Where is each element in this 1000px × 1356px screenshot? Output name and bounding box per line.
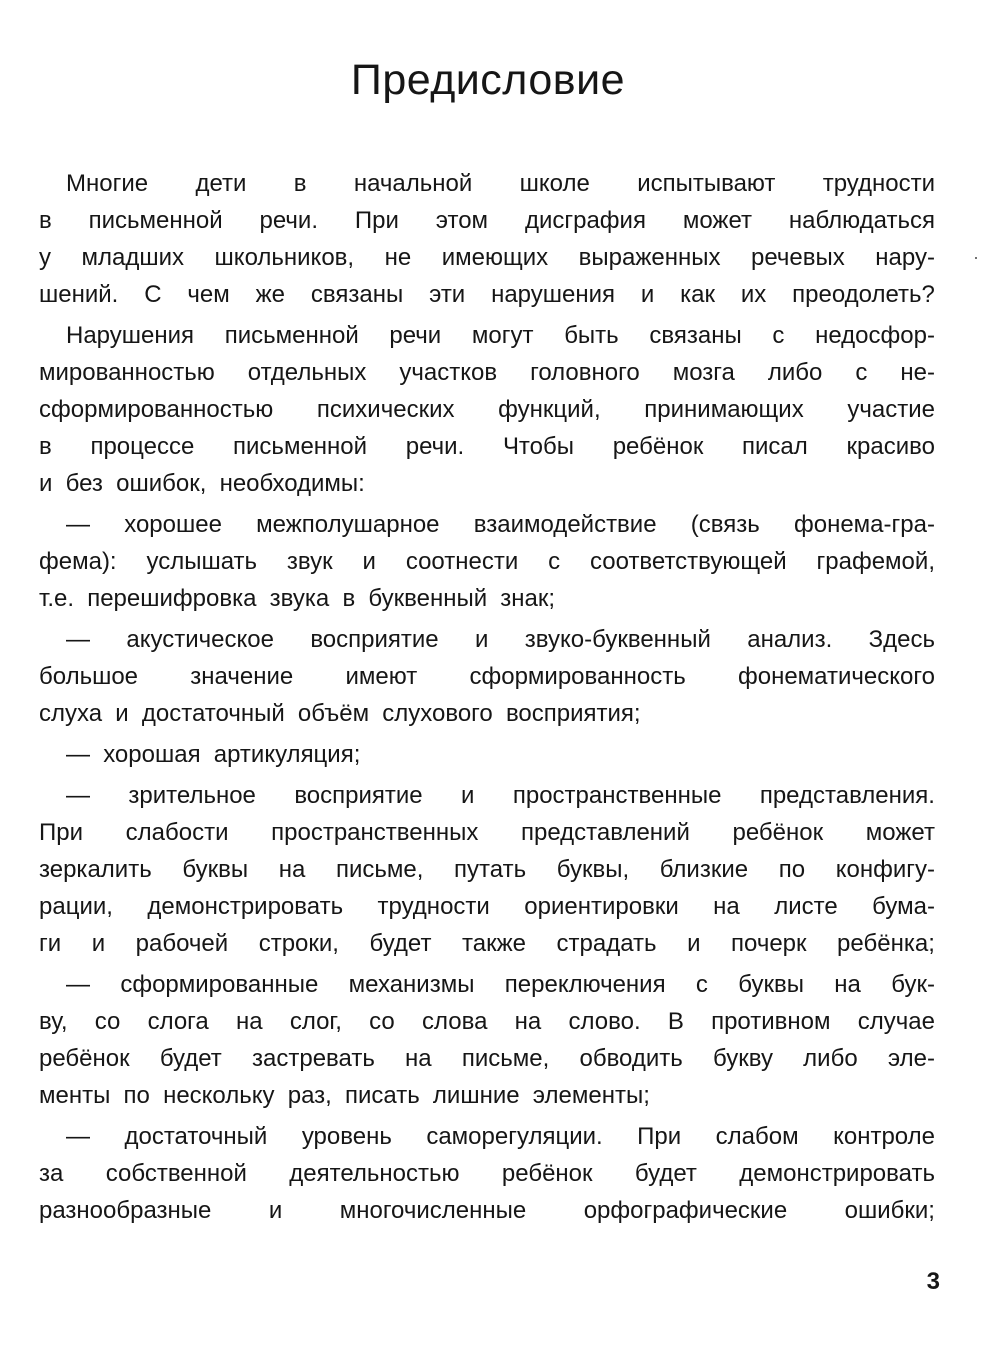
- word: буквы: [182, 856, 249, 883]
- word: слово.: [568, 1008, 641, 1035]
- word: раз,: [287, 1082, 332, 1109]
- word: и: [91, 930, 106, 957]
- word: слухового: [382, 700, 493, 727]
- word: строки,: [258, 930, 339, 957]
- word: с: [548, 548, 561, 575]
- word: слова: [422, 1008, 488, 1035]
- word: —: [66, 971, 90, 998]
- page-title: Предисловие: [350, 56, 626, 104]
- paragraph: [39, 777, 935, 962]
- word: При: [637, 1123, 682, 1150]
- word: ориентировки: [524, 893, 679, 920]
- word: по: [123, 1082, 150, 1109]
- word: звуко-буквенный: [524, 626, 711, 653]
- word: лишние: [432, 1082, 520, 1109]
- text-line: [39, 354, 935, 391]
- word: нескольку: [163, 1082, 275, 1109]
- word: участков: [399, 359, 498, 386]
- paragraph: [39, 1118, 935, 1229]
- word: В: [667, 1008, 684, 1035]
- word: необходимы:: [219, 470, 365, 497]
- word: Чтобы: [502, 433, 574, 460]
- word: зрительное: [128, 782, 256, 809]
- word: письменной: [233, 433, 368, 460]
- word: артикуляция;: [213, 741, 361, 768]
- word: взаимодействие: [473, 511, 657, 538]
- text-line: [39, 391, 935, 428]
- word: и: [461, 782, 475, 809]
- text-line: [39, 621, 935, 658]
- word: ребёнок: [501, 1160, 593, 1187]
- word: ошибок,: [116, 470, 207, 497]
- word: —: [66, 741, 90, 768]
- word: в: [293, 170, 307, 197]
- word: случае: [857, 1008, 935, 1035]
- word: рабочей: [135, 930, 229, 957]
- word: слабости: [125, 819, 229, 846]
- text-line: [39, 317, 935, 354]
- word: При: [354, 207, 399, 234]
- word: орфографические: [583, 1197, 788, 1224]
- word: могут: [471, 322, 534, 349]
- word: Здесь: [868, 626, 935, 653]
- word: При: [39, 819, 84, 846]
- word: конфигу-: [835, 856, 935, 883]
- word: бума-: [872, 893, 935, 920]
- word: дети: [195, 170, 247, 197]
- paragraph: [39, 736, 935, 773]
- word: же: [255, 281, 286, 308]
- word: страдать: [556, 930, 657, 957]
- word: чем: [187, 281, 230, 308]
- word: речи: [389, 322, 442, 349]
- word: —: [66, 782, 90, 809]
- word: на: [514, 1008, 542, 1035]
- word: (связь: [690, 511, 760, 538]
- page-number: 3: [926, 1268, 940, 1295]
- text-line: [39, 1003, 935, 1040]
- word: графемой,: [816, 548, 935, 575]
- word: речевых: [751, 244, 845, 271]
- word: Нарушения: [66, 322, 195, 349]
- word: ошибки;: [844, 1197, 935, 1224]
- word: С: [144, 281, 162, 308]
- word: сформированность: [469, 663, 686, 690]
- word: зеркалить: [39, 856, 152, 883]
- word: демонстрировать: [147, 893, 344, 920]
- word: школе: [519, 170, 590, 197]
- word: писал: [742, 433, 808, 460]
- word: букву: [713, 1045, 773, 1072]
- word: процессе: [90, 433, 195, 460]
- word: и: [362, 548, 376, 575]
- text-line: [39, 888, 935, 925]
- word: по: [778, 856, 806, 883]
- word: восприятие: [310, 626, 439, 653]
- word: демонстрировать: [739, 1160, 935, 1187]
- word: как: [680, 281, 716, 308]
- word: знак;: [500, 585, 556, 612]
- word: либо: [767, 359, 823, 386]
- word: значение: [190, 663, 294, 690]
- word: быть: [564, 322, 619, 349]
- word: многочисленные: [339, 1197, 527, 1224]
- word: выраженных: [578, 244, 721, 271]
- word: красиво: [846, 433, 935, 460]
- word: фема):: [39, 548, 117, 575]
- text-line: [39, 736, 935, 773]
- word: со: [369, 1008, 395, 1035]
- word: саморегуляции.: [426, 1123, 603, 1150]
- word: речи.: [405, 433, 465, 460]
- word: представлений: [521, 819, 690, 846]
- text-line: [39, 658, 935, 695]
- text-line: [39, 202, 935, 239]
- word: у: [39, 244, 51, 271]
- text-line: [39, 580, 935, 617]
- word: в: [39, 433, 52, 460]
- word: участие: [847, 396, 935, 423]
- word: ги: [39, 930, 62, 957]
- word: их: [740, 281, 767, 308]
- text-line: [39, 1040, 935, 1077]
- word: на: [834, 971, 861, 998]
- word: —: [66, 626, 90, 653]
- word: представления.: [759, 782, 935, 809]
- word: застревать: [252, 1045, 375, 1072]
- paragraph: [39, 317, 935, 502]
- word: собственной: [105, 1160, 247, 1187]
- word: путать: [454, 856, 527, 883]
- word: головного: [530, 359, 640, 386]
- word: ребёнок: [612, 433, 704, 460]
- word: со: [94, 1008, 121, 1035]
- word: и: [640, 281, 655, 308]
- word: психических: [316, 396, 455, 423]
- text-line: [39, 506, 935, 543]
- word: и: [115, 700, 129, 727]
- word: имеющих: [441, 244, 549, 271]
- word: преодолеть?: [792, 281, 935, 308]
- text-line: [39, 777, 935, 814]
- text-line: [39, 1118, 935, 1155]
- word: начальной: [353, 170, 473, 197]
- word: школьников,: [214, 244, 355, 271]
- word: письме,: [335, 856, 424, 883]
- word: в: [39, 207, 52, 234]
- text-line: [39, 814, 935, 851]
- text-line: [39, 428, 935, 465]
- word: может: [682, 207, 753, 234]
- word: хорошая: [103, 741, 201, 768]
- text-line: [39, 1077, 935, 1114]
- word: трудности: [822, 170, 935, 197]
- word: бук-: [891, 971, 935, 998]
- word: рации,: [39, 893, 113, 920]
- word: эле-: [887, 1045, 935, 1072]
- word: и: [475, 626, 489, 653]
- word: и: [268, 1197, 283, 1224]
- paragraph: [39, 506, 935, 617]
- word: не: [384, 244, 412, 271]
- text-line: [39, 165, 935, 202]
- word: пространственных: [271, 819, 479, 846]
- word: достаточный: [124, 1123, 268, 1150]
- paragraph: [39, 621, 935, 732]
- word: пространственные: [512, 782, 722, 809]
- word: сформированные: [120, 971, 319, 998]
- word: соответствующей: [590, 548, 787, 575]
- word: ребёнок: [732, 819, 824, 846]
- word: переключения: [504, 971, 666, 998]
- word: контроле: [833, 1123, 935, 1150]
- word: мозга: [672, 359, 735, 386]
- word: обводить: [579, 1045, 683, 1072]
- word: уровень: [301, 1123, 392, 1150]
- word: достаточный: [141, 700, 285, 727]
- word: испытывают: [637, 170, 776, 197]
- word: восприятие: [294, 782, 423, 809]
- word: звука: [269, 585, 330, 612]
- word: без: [65, 470, 103, 497]
- word: —: [66, 1123, 90, 1150]
- word: либо: [803, 1045, 858, 1072]
- body-text: [39, 165, 935, 1233]
- text-line: [39, 695, 935, 732]
- word: письменной: [224, 322, 359, 349]
- word: т.е.: [39, 585, 75, 612]
- word: будет: [159, 1045, 222, 1072]
- text-line: [39, 1155, 935, 1192]
- word: Многие: [66, 170, 149, 197]
- word: ву,: [39, 1008, 68, 1035]
- word: шений.: [39, 281, 119, 308]
- word: большое: [39, 663, 139, 690]
- word: может: [865, 819, 935, 846]
- word: письме,: [461, 1045, 550, 1072]
- word: ребёнок: [39, 1045, 130, 1072]
- word: этом: [435, 207, 489, 234]
- word: фонематического: [737, 663, 935, 690]
- text-line: [39, 543, 935, 580]
- word: будет: [634, 1160, 697, 1187]
- word: слог,: [289, 1008, 342, 1035]
- word: буквенный: [368, 585, 488, 612]
- word: на: [713, 893, 740, 920]
- word: мированностью: [39, 359, 215, 386]
- word: функций,: [498, 396, 601, 423]
- word: слуха: [39, 700, 103, 727]
- word: анализ.: [747, 626, 833, 653]
- word: хорошее: [124, 511, 222, 538]
- word: и: [39, 470, 53, 497]
- text-line: [39, 966, 935, 1003]
- word: также: [462, 930, 526, 957]
- word: —: [66, 511, 90, 538]
- word: листе: [774, 893, 838, 920]
- word: в: [342, 585, 356, 612]
- word: связаны: [649, 322, 742, 349]
- word: связаны: [310, 281, 404, 308]
- word: восприятия;: [505, 700, 641, 727]
- word: с: [772, 322, 785, 349]
- word: услышать: [146, 548, 258, 575]
- word: сформированностью: [39, 396, 274, 423]
- word: письменной: [88, 207, 223, 234]
- word: на: [278, 856, 306, 883]
- word: деятельностью: [289, 1160, 460, 1187]
- paragraph: [39, 165, 935, 313]
- word: наблюдаться: [788, 207, 935, 234]
- word: отдельных: [247, 359, 367, 386]
- word: младших: [81, 244, 185, 271]
- word: и: [687, 930, 701, 957]
- word: недосфор-: [815, 322, 935, 349]
- word: имеют: [345, 663, 418, 690]
- word: писать: [345, 1082, 420, 1109]
- word: буквы,: [556, 856, 630, 883]
- print-speck: [975, 257, 977, 259]
- word: речи.: [259, 207, 318, 234]
- word: акустическое: [126, 626, 274, 653]
- text-line: [39, 276, 935, 313]
- text-line: [39, 1192, 935, 1229]
- word: слога: [147, 1008, 209, 1035]
- word: механизмы: [348, 971, 475, 998]
- text-line: [39, 239, 935, 276]
- word: за: [39, 1160, 64, 1187]
- word: ребёнка;: [837, 930, 935, 957]
- word: не-: [900, 359, 935, 386]
- word: межполушарное: [256, 511, 440, 538]
- word: нарушения: [491, 281, 616, 308]
- text-line: [39, 465, 935, 502]
- text-line: [39, 925, 935, 962]
- word: противном: [711, 1008, 831, 1035]
- word: близкие: [659, 856, 749, 883]
- word: соотнести: [405, 548, 519, 575]
- word: перешифровка: [87, 585, 257, 612]
- word: трудности: [377, 893, 490, 920]
- word: будет: [369, 930, 432, 957]
- text-line: [39, 851, 935, 888]
- word: элементы;: [532, 1082, 650, 1109]
- word: дисграфия: [524, 207, 646, 234]
- word: звук: [286, 548, 333, 575]
- word: принимающих: [644, 396, 804, 423]
- word: на: [235, 1008, 263, 1035]
- word: нару-: [875, 244, 935, 271]
- word: почерк: [731, 930, 807, 957]
- word: слабом: [715, 1123, 799, 1150]
- word: на: [405, 1045, 432, 1072]
- paragraph: [39, 966, 935, 1114]
- word: эти: [429, 281, 466, 308]
- word: фонема-гра-: [793, 511, 935, 538]
- word: менты: [39, 1082, 111, 1109]
- word: буквы: [738, 971, 804, 998]
- word: с: [855, 359, 868, 386]
- word: объём: [297, 700, 370, 727]
- word: с: [695, 971, 708, 998]
- word: разнообразные: [39, 1197, 212, 1224]
